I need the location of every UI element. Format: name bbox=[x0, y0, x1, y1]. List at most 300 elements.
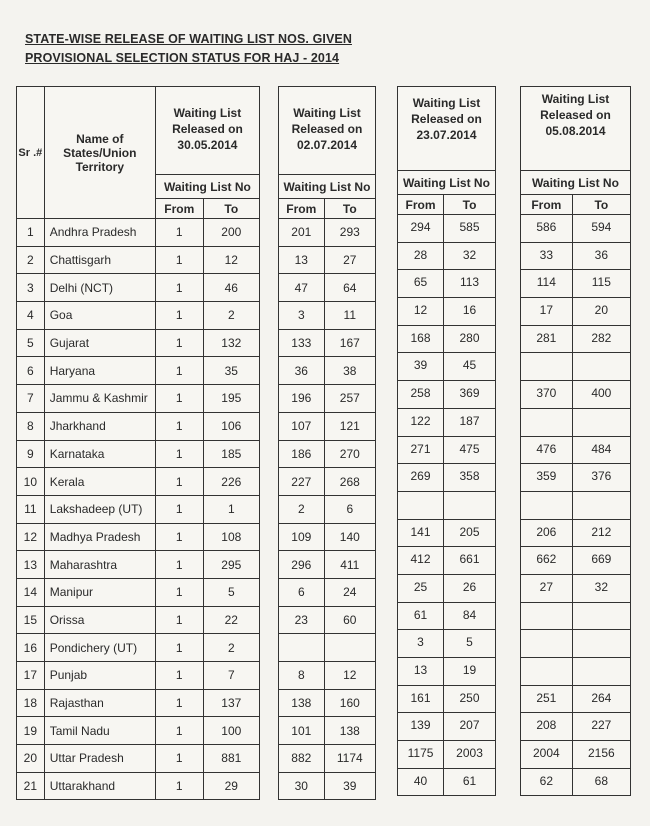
row-from: 161 bbox=[398, 685, 444, 713]
row-from: 39 bbox=[398, 353, 444, 381]
row-to: 268 bbox=[324, 468, 375, 496]
row-state-name: Madhya Pradesh bbox=[44, 523, 155, 551]
table-row bbox=[398, 547, 496, 575]
table-row bbox=[398, 713, 496, 741]
row-state-name: Jharkhand bbox=[44, 412, 155, 440]
table-row bbox=[521, 298, 631, 326]
table-row bbox=[521, 436, 631, 464]
row-from: 2004 bbox=[521, 741, 573, 769]
header-wl-no-2: Waiting List No bbox=[279, 175, 376, 199]
row-to: 270 bbox=[324, 440, 375, 468]
row-to: 160 bbox=[324, 689, 375, 717]
row-to: 24 bbox=[324, 578, 375, 606]
row-from: 1 bbox=[155, 412, 203, 440]
table-row bbox=[279, 717, 376, 745]
row-to: 212 bbox=[572, 519, 630, 547]
release-table-2 bbox=[278, 86, 376, 800]
row-from: 1 bbox=[155, 468, 203, 496]
row-to: 106 bbox=[203, 412, 259, 440]
table-row bbox=[17, 634, 260, 662]
row-from: 1 bbox=[155, 662, 203, 690]
table-row bbox=[279, 302, 376, 330]
row-from: 3 bbox=[398, 630, 444, 658]
table-row bbox=[398, 242, 496, 270]
table-row bbox=[279, 329, 376, 357]
row-from: 208 bbox=[521, 713, 573, 741]
row-from: 370 bbox=[521, 381, 573, 409]
table-row bbox=[279, 634, 376, 662]
table-row bbox=[521, 381, 631, 409]
row-to: 2 bbox=[203, 634, 259, 662]
row-from: 1 bbox=[155, 606, 203, 634]
row-from: 28 bbox=[398, 242, 444, 270]
row-from: 23 bbox=[279, 606, 325, 634]
table-row bbox=[398, 436, 496, 464]
table-row bbox=[521, 464, 631, 492]
table-row bbox=[17, 662, 260, 690]
row-from: 65 bbox=[398, 270, 444, 298]
row-state-name: Pondichery (UT) bbox=[44, 634, 155, 662]
row-from: 13 bbox=[398, 658, 444, 686]
header-release-2: Waiting List Released on 02.07.2014 bbox=[279, 87, 376, 175]
release-table-1 bbox=[16, 86, 260, 800]
row-to: 46 bbox=[203, 274, 259, 302]
row-state-name: Manipur bbox=[44, 578, 155, 606]
row-to: 257 bbox=[324, 385, 375, 413]
row-to: 61 bbox=[444, 768, 496, 796]
row-from: 30 bbox=[279, 772, 325, 800]
row-from: 141 bbox=[398, 519, 444, 547]
row-from: 40 bbox=[398, 768, 444, 796]
row-to: 2 bbox=[203, 302, 259, 330]
row-state-name: Haryana bbox=[44, 357, 155, 385]
row-to: 12 bbox=[203, 246, 259, 274]
row-sr: 14 bbox=[17, 578, 45, 606]
row-sr: 16 bbox=[17, 634, 45, 662]
row-sr: 3 bbox=[17, 274, 45, 302]
header-from-3: From bbox=[398, 195, 444, 215]
header-wl-no-4: Waiting List No bbox=[521, 171, 631, 195]
row-to: 200 bbox=[203, 219, 259, 247]
table-row bbox=[279, 662, 376, 690]
table-row bbox=[17, 274, 260, 302]
row-to: 5 bbox=[203, 578, 259, 606]
table-row bbox=[521, 491, 631, 519]
row-to: 20 bbox=[572, 298, 630, 326]
row-state-name: Chattisgarh bbox=[44, 246, 155, 274]
table-row bbox=[17, 219, 260, 247]
row-to: 226 bbox=[203, 468, 259, 496]
row-sr: 1 bbox=[17, 219, 45, 247]
row-from: 1 bbox=[155, 745, 203, 773]
table-row bbox=[17, 606, 260, 634]
header-to-4: To bbox=[572, 195, 630, 215]
header-release-4: Waiting List Released on 05.08.2014 bbox=[521, 87, 631, 171]
row-to: 22 bbox=[203, 606, 259, 634]
header-from-4: From bbox=[521, 195, 573, 215]
row-to: 400 bbox=[572, 381, 630, 409]
row-to: 19 bbox=[444, 658, 496, 686]
row-to: 369 bbox=[444, 381, 496, 409]
document-title-line-2: PROVISIONAL SELECTION STATUS FOR HAJ - 2014 bbox=[25, 51, 340, 65]
row-to: 27 bbox=[324, 246, 375, 274]
row-to: 39 bbox=[324, 772, 375, 800]
table-row bbox=[521, 353, 631, 381]
row-from: 227 bbox=[279, 468, 325, 496]
row-from: 258 bbox=[398, 381, 444, 409]
row-sr: 19 bbox=[17, 717, 45, 745]
row-from: 1 bbox=[155, 578, 203, 606]
header-from-1: From bbox=[155, 199, 203, 219]
table-row bbox=[279, 468, 376, 496]
row-state-name: Lakshadeep (UT) bbox=[44, 495, 155, 523]
table-row bbox=[279, 440, 376, 468]
release-table-4 bbox=[520, 86, 631, 796]
row-from: 281 bbox=[521, 325, 573, 353]
row-to: 1 bbox=[203, 495, 259, 523]
row-to: 36 bbox=[572, 242, 630, 270]
row-from: 114 bbox=[521, 270, 573, 298]
table-row bbox=[17, 440, 260, 468]
table-row bbox=[521, 768, 631, 796]
table-row bbox=[521, 574, 631, 602]
row-from: 47 bbox=[279, 274, 325, 302]
table-row bbox=[17, 772, 260, 800]
row-to: 358 bbox=[444, 464, 496, 492]
row-to bbox=[572, 602, 630, 630]
row-from: 17 bbox=[521, 298, 573, 326]
row-to: 132 bbox=[203, 329, 259, 357]
row-state-name: Kerala bbox=[44, 468, 155, 496]
row-from: 294 bbox=[398, 215, 444, 243]
row-to: 187 bbox=[444, 408, 496, 436]
row-sr: 21 bbox=[17, 772, 45, 800]
release-table-3 bbox=[397, 86, 496, 796]
row-from: 109 bbox=[279, 523, 325, 551]
table-row bbox=[521, 242, 631, 270]
row-state-name: Uttarakhand bbox=[44, 772, 155, 800]
row-to: 68 bbox=[572, 768, 630, 796]
row-from: 122 bbox=[398, 408, 444, 436]
header-sr: Sr .# bbox=[17, 87, 45, 219]
table-row bbox=[398, 519, 496, 547]
row-state-name: Gujarat bbox=[44, 329, 155, 357]
table-row bbox=[279, 745, 376, 773]
table-row bbox=[17, 329, 260, 357]
document-title-line-1: STATE-WISE RELEASE OF WAITING LIST NOS. GIVEN bbox=[25, 32, 352, 46]
row-from bbox=[398, 491, 444, 519]
row-from: 2 bbox=[279, 495, 325, 523]
row-to: 280 bbox=[444, 325, 496, 353]
row-sr: 17 bbox=[17, 662, 45, 690]
row-from: 359 bbox=[521, 464, 573, 492]
row-to: 113 bbox=[444, 270, 496, 298]
header-to-1: To bbox=[203, 199, 259, 219]
table-row bbox=[398, 602, 496, 630]
row-from: 1 bbox=[155, 274, 203, 302]
row-from: 1175 bbox=[398, 741, 444, 769]
table-row bbox=[17, 578, 260, 606]
row-from: 251 bbox=[521, 685, 573, 713]
row-to: 29 bbox=[203, 772, 259, 800]
row-to: 585 bbox=[444, 215, 496, 243]
row-from: 586 bbox=[521, 215, 573, 243]
row-sr: 13 bbox=[17, 551, 45, 579]
row-state-name: Delhi (NCT) bbox=[44, 274, 155, 302]
row-to: 38 bbox=[324, 357, 375, 385]
row-to: 12 bbox=[324, 662, 375, 690]
row-from: 25 bbox=[398, 574, 444, 602]
table-row bbox=[398, 658, 496, 686]
table-row bbox=[17, 495, 260, 523]
row-from bbox=[279, 634, 325, 662]
row-to: 661 bbox=[444, 547, 496, 575]
row-from: 1 bbox=[155, 329, 203, 357]
row-to: 16 bbox=[444, 298, 496, 326]
row-from: 1 bbox=[155, 634, 203, 662]
row-from: 12 bbox=[398, 298, 444, 326]
row-from: 206 bbox=[521, 519, 573, 547]
row-to: 140 bbox=[324, 523, 375, 551]
row-to: 185 bbox=[203, 440, 259, 468]
row-to: 100 bbox=[203, 717, 259, 745]
row-from: 186 bbox=[279, 440, 325, 468]
row-to: 1174 bbox=[324, 745, 375, 773]
table-row bbox=[398, 768, 496, 796]
header-release-3: Waiting List Released on 23.07.2014 bbox=[398, 87, 496, 171]
row-from: 13 bbox=[279, 246, 325, 274]
table-row bbox=[521, 408, 631, 436]
row-from: 1 bbox=[155, 440, 203, 468]
row-to bbox=[572, 491, 630, 519]
row-from: 1 bbox=[155, 717, 203, 745]
table-row bbox=[521, 325, 631, 353]
row-to bbox=[572, 630, 630, 658]
table-row bbox=[279, 578, 376, 606]
row-state-name: Uttar Pradesh bbox=[44, 745, 155, 773]
row-from: 201 bbox=[279, 219, 325, 247]
row-from: 61 bbox=[398, 602, 444, 630]
row-to: 250 bbox=[444, 685, 496, 713]
row-sr: 8 bbox=[17, 412, 45, 440]
row-to: 594 bbox=[572, 215, 630, 243]
row-from: 1 bbox=[155, 357, 203, 385]
row-state-name: Jammu & Kashmir bbox=[44, 385, 155, 413]
table-row bbox=[279, 274, 376, 302]
row-to: 2003 bbox=[444, 741, 496, 769]
row-to: 167 bbox=[324, 329, 375, 357]
table-row bbox=[279, 495, 376, 523]
table-row bbox=[279, 523, 376, 551]
table-row bbox=[398, 298, 496, 326]
row-to: 84 bbox=[444, 602, 496, 630]
header-from-2: From bbox=[279, 199, 325, 219]
row-to: 376 bbox=[572, 464, 630, 492]
row-sr: 11 bbox=[17, 495, 45, 523]
row-from: 196 bbox=[279, 385, 325, 413]
row-sr: 12 bbox=[17, 523, 45, 551]
row-to: 64 bbox=[324, 274, 375, 302]
table-row bbox=[279, 357, 376, 385]
row-state-name: Orissa bbox=[44, 606, 155, 634]
table-row bbox=[521, 713, 631, 741]
row-from bbox=[521, 630, 573, 658]
row-sr: 6 bbox=[17, 357, 45, 385]
table-row bbox=[279, 246, 376, 274]
row-from bbox=[521, 408, 573, 436]
table-row bbox=[521, 602, 631, 630]
row-from: 1 bbox=[155, 551, 203, 579]
header-wl-no-3: Waiting List No bbox=[398, 171, 496, 195]
row-from: 271 bbox=[398, 436, 444, 464]
table-row bbox=[521, 215, 631, 243]
row-from: 1 bbox=[155, 246, 203, 274]
table-row bbox=[398, 741, 496, 769]
table-row bbox=[279, 551, 376, 579]
row-from: 8 bbox=[279, 662, 325, 690]
row-to: 11 bbox=[324, 302, 375, 330]
table-row bbox=[521, 547, 631, 575]
row-from: 133 bbox=[279, 329, 325, 357]
row-to bbox=[324, 634, 375, 662]
table-row bbox=[17, 523, 260, 551]
row-to: 293 bbox=[324, 219, 375, 247]
row-to: 295 bbox=[203, 551, 259, 579]
table-row bbox=[17, 357, 260, 385]
row-from: 6 bbox=[279, 578, 325, 606]
table-row bbox=[398, 685, 496, 713]
table-row bbox=[398, 491, 496, 519]
table-row bbox=[521, 658, 631, 686]
row-from: 3 bbox=[279, 302, 325, 330]
row-from: 1 bbox=[155, 772, 203, 800]
row-from: 1 bbox=[155, 523, 203, 551]
row-to: 121 bbox=[324, 412, 375, 440]
table-row bbox=[17, 551, 260, 579]
row-to: 6 bbox=[324, 495, 375, 523]
row-from bbox=[521, 353, 573, 381]
row-state-name: Punjab bbox=[44, 662, 155, 690]
row-state-name: Maharashtra bbox=[44, 551, 155, 579]
row-from: 62 bbox=[521, 768, 573, 796]
row-from: 36 bbox=[279, 357, 325, 385]
row-state-name: Rajasthan bbox=[44, 689, 155, 717]
row-to: 207 bbox=[444, 713, 496, 741]
row-sr: 4 bbox=[17, 302, 45, 330]
row-sr: 9 bbox=[17, 440, 45, 468]
row-state-name: Tamil Nadu bbox=[44, 717, 155, 745]
table-row bbox=[398, 464, 496, 492]
table-row bbox=[17, 745, 260, 773]
row-from: 662 bbox=[521, 547, 573, 575]
row-to: 60 bbox=[324, 606, 375, 634]
row-to: 227 bbox=[572, 713, 630, 741]
row-to: 475 bbox=[444, 436, 496, 464]
row-from: 27 bbox=[521, 574, 573, 602]
row-from: 1 bbox=[155, 385, 203, 413]
table-row bbox=[17, 246, 260, 274]
row-to: 205 bbox=[444, 519, 496, 547]
header-name: Name of States/Union Territory bbox=[44, 87, 155, 219]
row-to: 137 bbox=[203, 689, 259, 717]
header-release-1: Waiting List Released on 30.05.2014 bbox=[155, 87, 259, 175]
table-row bbox=[398, 408, 496, 436]
row-sr: 18 bbox=[17, 689, 45, 717]
row-to: 32 bbox=[572, 574, 630, 602]
row-from bbox=[521, 491, 573, 519]
row-to: 7 bbox=[203, 662, 259, 690]
row-sr: 15 bbox=[17, 606, 45, 634]
row-to bbox=[572, 408, 630, 436]
row-from: 101 bbox=[279, 717, 325, 745]
table-row bbox=[279, 689, 376, 717]
row-state-name: Andhra Pradesh bbox=[44, 219, 155, 247]
row-to bbox=[572, 658, 630, 686]
row-to: 881 bbox=[203, 745, 259, 773]
row-from: 139 bbox=[398, 713, 444, 741]
table-row bbox=[279, 219, 376, 247]
row-to: 26 bbox=[444, 574, 496, 602]
table-row bbox=[17, 302, 260, 330]
row-from: 1 bbox=[155, 689, 203, 717]
row-sr: 7 bbox=[17, 385, 45, 413]
row-sr: 10 bbox=[17, 468, 45, 496]
row-to: 35 bbox=[203, 357, 259, 385]
row-from: 476 bbox=[521, 436, 573, 464]
row-sr: 20 bbox=[17, 745, 45, 773]
row-to: 484 bbox=[572, 436, 630, 464]
header-wl-no-1: Waiting List No bbox=[155, 175, 259, 199]
row-from: 1 bbox=[155, 495, 203, 523]
row-to: 32 bbox=[444, 242, 496, 270]
row-from: 138 bbox=[279, 689, 325, 717]
row-to: 115 bbox=[572, 270, 630, 298]
row-to: 264 bbox=[572, 685, 630, 713]
row-to: 411 bbox=[324, 551, 375, 579]
table-row bbox=[398, 574, 496, 602]
row-to: 282 bbox=[572, 325, 630, 353]
row-sr: 2 bbox=[17, 246, 45, 274]
row-state-name: Goa bbox=[44, 302, 155, 330]
table-row bbox=[398, 353, 496, 381]
table-row bbox=[398, 325, 496, 353]
row-from: 269 bbox=[398, 464, 444, 492]
row-to: 45 bbox=[444, 353, 496, 381]
row-to: 138 bbox=[324, 717, 375, 745]
table-row bbox=[521, 630, 631, 658]
table-row bbox=[17, 468, 260, 496]
row-from: 168 bbox=[398, 325, 444, 353]
row-to bbox=[572, 353, 630, 381]
row-from: 412 bbox=[398, 547, 444, 575]
header-to-3: To bbox=[444, 195, 496, 215]
row-to: 669 bbox=[572, 547, 630, 575]
table-row bbox=[398, 381, 496, 409]
table-row bbox=[279, 772, 376, 800]
row-to: 2156 bbox=[572, 741, 630, 769]
row-from: 882 bbox=[279, 745, 325, 773]
table-row bbox=[17, 717, 260, 745]
row-to: 195 bbox=[203, 385, 259, 413]
row-from: 296 bbox=[279, 551, 325, 579]
table-row bbox=[279, 412, 376, 440]
table-row bbox=[521, 685, 631, 713]
row-to: 108 bbox=[203, 523, 259, 551]
table-row bbox=[17, 385, 260, 413]
row-from: 33 bbox=[521, 242, 573, 270]
table-row bbox=[279, 385, 376, 413]
table-row bbox=[521, 270, 631, 298]
